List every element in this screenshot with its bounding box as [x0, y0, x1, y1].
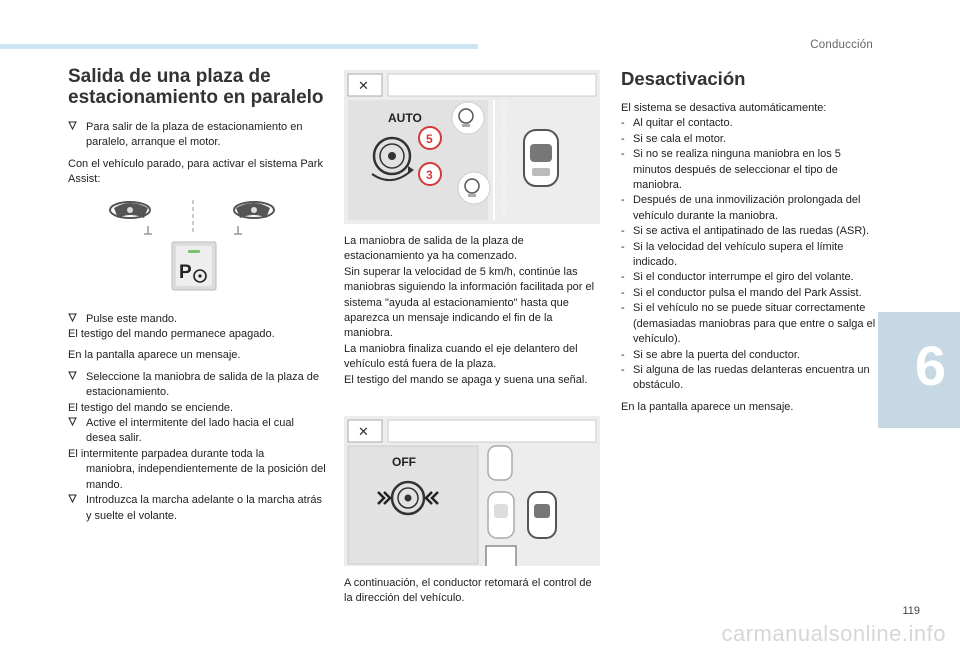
screen-illustration-off — [344, 416, 600, 566]
left-column — [68, 66, 326, 524]
chapter-number: 6 — [914, 334, 946, 397]
bullet-mark — [68, 312, 77, 327]
caption-block — [344, 234, 600, 388]
step-badge: 5 — [426, 132, 433, 146]
wheel-indicator-bottom — [458, 172, 490, 204]
list-item: - Si no se realiza ninguna maniobra en los 5 minutos después de seleccionar el tipo de maniobra. — [621, 147, 881, 193]
paragraph: El testigo del mando permanece apagado. — [68, 328, 275, 341]
paragraph: En la pantalla aparece un mensaje. — [68, 349, 241, 362]
bullet-mark — [68, 370, 77, 385]
steering-wheel-left-icon — [110, 202, 152, 234]
bullet-mark — [68, 416, 77, 431]
list-item: - Si se abre la puerta del conductor. — [621, 348, 881, 363]
screen-illustration-auto — [344, 70, 600, 224]
list-item: - Si alguna de las ruedas delanteras encuentra un obstáculo. — [621, 363, 881, 394]
list-item: - Si el conductor pulsa el mando del Park Assist. — [621, 286, 881, 301]
car-top-view — [488, 446, 556, 538]
step-bullet — [68, 370, 326, 401]
caption-block — [344, 576, 600, 607]
step-text: Introduzca la marcha adelante o la marcha atrás y suelte el volante. — [86, 494, 323, 522]
paragraph: En la pantalla aparece un mensaje. — [621, 400, 794, 413]
watermark: carmanualsonline.info — [721, 620, 946, 646]
step-bullet — [68, 312, 326, 327]
off-label: OFF — [392, 455, 416, 470]
paragraph: El sistema se desactiva automáticamente: — [621, 102, 827, 114]
list-item: - Si el conductor interrumpe el giro del volante. — [621, 270, 881, 285]
step-badge: 3 — [426, 168, 433, 182]
list-item: - Al quitar el contacto. — [621, 116, 881, 131]
paragraph: maniobra, independientemente de la posición del mando. — [86, 463, 326, 491]
deactivation-list — [621, 116, 881, 393]
page-number: 119 — [902, 605, 920, 617]
steering-wheel-right-icon — [234, 202, 274, 234]
step-text: Seleccione la maniobra de salida de la plaza de estacionamiento. — [86, 370, 319, 399]
step-text: Para salir de la plaza de estacionamiento en paralelo, arranque el motor. — [86, 121, 303, 149]
paragraph: El testigo del mando se enciende. — [68, 401, 234, 414]
list-item: - Si se cala el motor. — [621, 132, 881, 147]
step-bullet — [68, 416, 326, 447]
caption: A continuación, el conductor retomará el control de la dirección del vehículo. — [344, 577, 592, 605]
list-item: - Si el vehículo no se puede situar correctamente (demasiadas maniobras para que entre o salga el vehículo). — [621, 301, 881, 347]
right-section-title: Desactivación — [621, 68, 746, 89]
car-top-view — [524, 130, 558, 186]
caption: Sin superar la velocidad de 5 km/h, continúe las maniobras siguiendo la información facilitada por el sistema "ayuda al estacionamiento" hasta que aparezca un mensaje indicando el fin de la maniobra. — [344, 265, 595, 340]
paragraph: El intermitente parpadea durante toda la — [68, 447, 265, 460]
caption: La maniobra finaliza cuando el eje delantero del vehículo está fuera de la plaza. — [344, 342, 578, 371]
left-section-title: Salida de una plaza de estacionamiento en paralelo — [68, 66, 324, 108]
step-bullet — [68, 493, 326, 524]
close-icon: ✕ — [358, 425, 369, 441]
section-title: Conducción — [810, 39, 873, 51]
park-symbol: P — [179, 261, 192, 283]
park-assist-button-illustration — [68, 196, 326, 306]
bullet-mark — [68, 120, 77, 135]
list-item: - Después de una inmovilización prolongada del vehículo durante la maniobra. — [621, 193, 881, 224]
step-bullet — [68, 120, 326, 151]
step-text: Active el intermitente del lado hacia el cual desea salir. — [86, 417, 294, 445]
list-item: - Si se activa el antipatinado de las ruedas (ASR). — [621, 224, 881, 239]
close-icon: ✕ — [358, 79, 369, 94]
bullet-mark — [68, 493, 77, 508]
header-accent-bar — [0, 44, 478, 49]
step-text: Pulse este mando. — [86, 312, 178, 325]
list-item: - Si la velocidad del vehículo supera el límite indicado. — [621, 240, 881, 271]
wheel-indicator-top — [452, 102, 484, 134]
caption: El testigo del mando se apaga y suena una señal. — [344, 373, 588, 386]
right-column — [621, 66, 881, 415]
caption: La maniobra de salida de la plaza de estacionamiento ya ha comenzado. — [344, 235, 524, 263]
paragraph: Con el vehículo parado, para activar el sistema Park Assist: — [68, 157, 323, 186]
middle-column — [344, 70, 600, 607]
auto-label: AUTO — [388, 111, 422, 125]
